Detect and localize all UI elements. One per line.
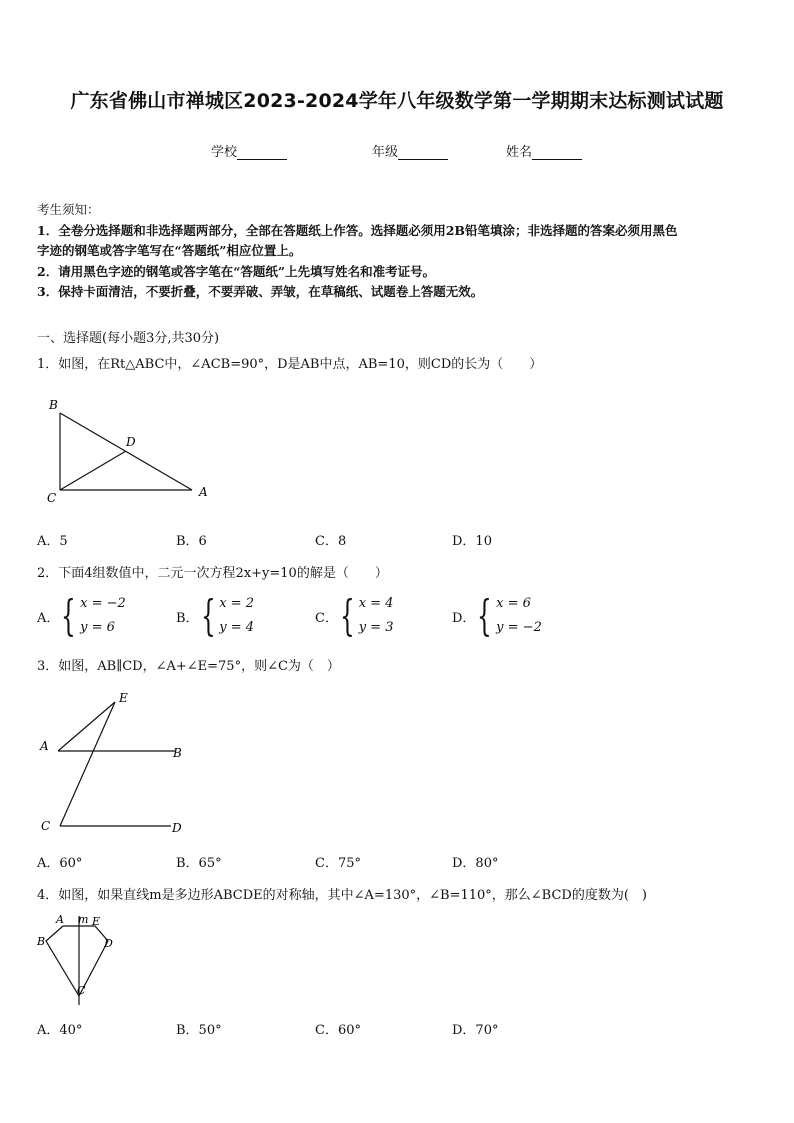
q3-option-c[interactable]: C．75° — [315, 856, 361, 871]
q3-option-b[interactable]: B．65° — [176, 856, 222, 871]
label-B: B — [37, 935, 46, 948]
label-A: A — [40, 739, 49, 753]
q2-option-a[interactable] — [37, 592, 126, 640]
question-3-figure — [34, 688, 204, 838]
q3-option-d[interactable]: D．80° — [452, 856, 499, 871]
name-label: 姓名 — [506, 145, 533, 160]
q1-option-a[interactable]: A．5 — [37, 534, 68, 549]
equation: x = 6 — [496, 596, 531, 611]
q4-option-a[interactable]: A．40° — [37, 1023, 83, 1038]
label-E: E — [92, 915, 101, 928]
name-blank[interactable] — [532, 146, 582, 160]
brace-icon: { — [339, 591, 355, 640]
equation: y = 3 — [358, 620, 394, 635]
question-3-stem: 3．如图，AB∥CD，∠A+∠E=75°，则∠C为（ ） — [37, 659, 340, 674]
q4-option-d[interactable]: D．70° — [452, 1023, 499, 1038]
question-1-figure — [40, 393, 220, 508]
brace-icon: { — [200, 591, 216, 640]
school-blank[interactable] — [237, 146, 287, 160]
notes-line: 2．请用黑色字迹的钢笔或答字笔在“答题纸”上先填写姓名和准考证号。 — [37, 263, 436, 279]
q1-option-b[interactable]: B．6 — [176, 534, 207, 549]
q3-option-a[interactable]: A．60° — [37, 856, 83, 871]
equation: y = 6 — [80, 620, 115, 635]
section-title: 一、选择题(每小题3分,共30分) — [37, 331, 220, 346]
label-D: D — [172, 821, 182, 835]
option-letter: B． — [176, 610, 199, 626]
option-letter: C． — [315, 610, 338, 626]
question-1-stem: 1．如图，在Rt△ABC中，∠ACB=90°，D是AB中点，AB=10，则CD的长为（ ） — [37, 357, 543, 372]
q1-option-d[interactable]: D．10 — [452, 534, 492, 549]
page-title: 广东省佛山市禅城区2023-2024学年八年级数学第一学期期末达标测试试题 — [70, 90, 724, 112]
label-E: E — [119, 691, 128, 705]
notes-line: 字迹的钢笔或答字笔写在“答题纸”相应位置上。 — [37, 243, 302, 258]
notes-line: 1．全卷分选择题和非选择题两部分，全部在答题纸上作答。选择题必须用2B铅笔填涂；非选择题的答案必须用黑色 — [37, 222, 678, 238]
q1-option-c[interactable]: C．8 — [315, 534, 347, 549]
label-D: D — [126, 435, 136, 449]
option-letter: D． — [452, 610, 476, 626]
question-2-stem: 2．下面4组数值中，二元一次方程2x+y=10的解是（ ） — [37, 566, 388, 581]
grade-blank[interactable] — [398, 146, 448, 160]
exam-notes — [37, 200, 759, 303]
q2-option-b[interactable] — [176, 592, 254, 640]
name-field — [506, 141, 582, 160]
q4-option-c[interactable]: C．60° — [315, 1023, 361, 1038]
brace-icon: { — [61, 591, 77, 640]
q2-option-c[interactable] — [315, 592, 393, 640]
grade-label: 年级 — [372, 145, 399, 160]
label-C: C — [41, 819, 51, 833]
equation: x = 2 — [219, 596, 255, 611]
label-m: m — [78, 913, 89, 926]
option-letter: A． — [37, 610, 60, 626]
grade-field — [372, 141, 448, 160]
label-B: B — [173, 746, 182, 760]
label-C: C — [77, 984, 86, 997]
school-label: 学校 — [211, 145, 238, 160]
label-D: D — [104, 937, 113, 950]
question-4-stem: 4．如图，如果直线m是多边形ABCDE的对称轴，其中∠A=130°，∠B=110°，那么∠BCD的度数为( ) — [37, 888, 647, 903]
equation: x = −2 — [80, 596, 126, 611]
equation: y = −2 — [496, 620, 542, 635]
equation: x = 4 — [358, 596, 394, 611]
equation: y = 4 — [219, 620, 255, 635]
notes-line: 3．保持卡面清洁，不要折叠，不要弄破、弄皱，在草稿纸、试题卷上答题无效。 — [37, 284, 484, 299]
q4-option-b[interactable]: B．50° — [176, 1023, 222, 1038]
notes-heading: 考生须知： — [37, 202, 100, 217]
label-C: C — [47, 491, 57, 505]
label-B: B — [49, 398, 58, 412]
label-A: A — [199, 485, 208, 499]
brace-icon: { — [477, 591, 493, 640]
question-4-figure — [34, 910, 124, 1010]
label-A: A — [56, 913, 64, 926]
school-field — [211, 141, 287, 160]
q2-option-d[interactable] — [452, 592, 542, 640]
